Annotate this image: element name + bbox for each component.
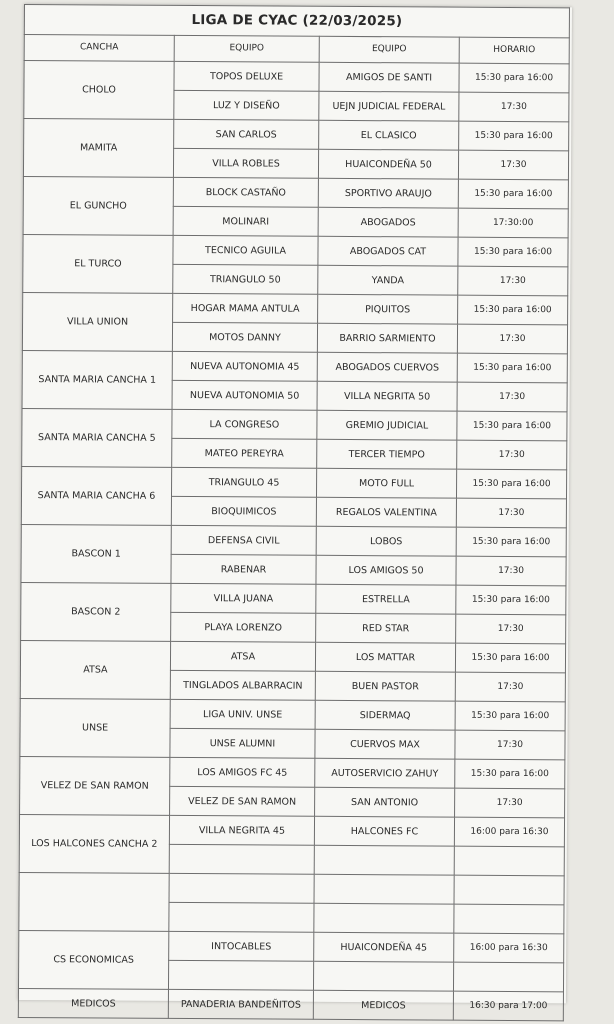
time-cell: 15:30 para 16:00: [457, 411, 567, 441]
match-row: [22, 408, 567, 440]
match-row: [18, 988, 563, 1020]
time-cell: 15:30 para 16:00: [456, 527, 566, 557]
away-team-cell: SAN ANTONIO: [315, 787, 455, 817]
time-cell: 17:30: [458, 150, 568, 180]
time-cell: 17:30: [457, 324, 567, 354]
home-team-cell: PLAYA LORENZO: [171, 612, 316, 642]
header-equipo-home: EQUIPO: [174, 35, 319, 62]
time-cell: 15:30 para 16:00: [456, 469, 566, 499]
cancha-cell: SANTA MARIA CANCHA 6: [21, 466, 171, 525]
away-team-cell: MEDICOS: [313, 990, 453, 1020]
match-row: [19, 872, 564, 904]
time-cell: 17:30: [455, 788, 565, 818]
time-cell: 17:30: [459, 92, 569, 122]
home-team-cell: TINGLADOS ALBARRACIN: [170, 670, 315, 700]
match-row: [21, 524, 566, 556]
time-cell: 17:30: [456, 556, 566, 586]
match-row: [24, 119, 569, 151]
cancha-cell: SANTA MARIA CANCHA 1: [22, 350, 172, 409]
cancha-cell: MAMITA: [23, 119, 173, 178]
time-cell: [453, 962, 563, 992]
match-row: [23, 292, 568, 324]
away-team-cell: YANDA: [318, 265, 458, 295]
away-team-cell: UEJN JUDICIAL FEDERAL: [319, 91, 459, 121]
home-team-cell: INTOCABLES: [169, 931, 314, 961]
home-team-cell: BIOQUIMICOS: [171, 496, 316, 526]
cancha-cell: CS ECONOMICAS: [18, 930, 168, 989]
away-team-cell: HUAICONDEÑA 45: [314, 932, 454, 962]
cancha-cell: BASCON 1: [21, 524, 171, 583]
home-team-cell: [169, 902, 314, 932]
away-team-cell: LOS AMIGOS 50: [316, 555, 456, 585]
away-team-cell: TERCER TIEMPO: [317, 439, 457, 469]
away-team-cell: EL CLASICO: [319, 120, 459, 150]
away-team-cell: AUTOSERVICIO ZAHUY: [315, 758, 455, 788]
away-team-cell: VILLA NEGRITA 50: [317, 381, 457, 411]
match-row: [20, 756, 565, 788]
time-cell: [454, 846, 564, 876]
match-row: [23, 234, 568, 266]
time-cell: 16:00 para 16:30: [454, 933, 564, 963]
away-team-cell: BUEN PASTOR: [315, 671, 455, 701]
header-equipo-away: EQUIPO: [319, 36, 459, 63]
cancha-cell: MEDICOS: [18, 988, 168, 1018]
time-cell: 15:30 para 16:00: [457, 353, 567, 383]
away-team-cell: ABOGADOS: [318, 207, 458, 237]
home-team-cell: LA CONGRESO: [172, 409, 317, 439]
away-team-cell: [314, 874, 454, 904]
home-team-cell: TRIANGULO 45: [171, 467, 316, 497]
away-team-cell: SPORTIVO ARAUJO: [318, 178, 458, 208]
match-row: [21, 582, 566, 614]
cancha-cell: CHOLO: [24, 61, 174, 120]
home-team-cell: BLOCK CASTAÑO: [173, 177, 318, 207]
away-team-cell: GREMIO JUDICIAL: [317, 410, 457, 440]
home-team-cell: VILLA ROBLES: [173, 148, 318, 178]
cancha-cell: [19, 872, 169, 931]
away-team-cell: REGALOS VALENTINA: [316, 497, 456, 527]
away-team-cell: ABOGADOS CUERVOS: [317, 352, 457, 382]
home-team-cell: DEFENSA CIVIL: [171, 525, 316, 555]
time-cell: 15:30 para 16:00: [458, 295, 568, 325]
home-team-cell: UNSE ALUMNI: [170, 728, 315, 758]
home-team-cell: VILLA NEGRITA 45: [169, 815, 314, 845]
away-team-cell: LOS MATTAR: [315, 642, 455, 672]
time-cell: 17:30: [456, 498, 566, 528]
cancha-cell: ATSA: [20, 640, 170, 699]
header-row: [24, 35, 569, 64]
away-team-cell: LOBOS: [316, 526, 456, 556]
home-team-cell: [169, 873, 314, 903]
time-cell: 17:30: [456, 614, 566, 644]
away-team-cell: MOTO FULL: [316, 468, 456, 498]
home-team-cell: [169, 844, 314, 874]
match-row: [22, 350, 567, 382]
title-row: [24, 5, 569, 38]
match-row: [19, 814, 564, 846]
time-cell: 16:00 para 16:30: [454, 817, 564, 847]
away-team-cell: [314, 903, 454, 933]
home-team-cell: LUZ Y DISEÑO: [174, 90, 319, 120]
time-cell: 17:30:00: [458, 208, 568, 238]
time-cell: 17:30: [457, 382, 567, 412]
match-row: [19, 930, 564, 962]
time-cell: [454, 904, 564, 934]
away-team-cell: [314, 845, 454, 875]
home-team-cell: HOGAR MAMA ANTULA: [173, 293, 318, 323]
home-team-cell: VILLA JUANA: [171, 583, 316, 613]
home-team-cell: LOS AMIGOS FC 45: [170, 757, 315, 787]
away-team-cell: HUAICONDEÑA 50: [318, 149, 458, 179]
home-team-cell: ATSA: [170, 641, 315, 671]
home-team-cell: MOTOS DANNY: [172, 322, 317, 352]
match-row: [23, 176, 568, 208]
time-cell: 16:30 para 17:00: [453, 991, 563, 1021]
time-cell: 15:30 para 16:00: [456, 585, 566, 615]
time-cell: 15:30 para 16:00: [458, 237, 568, 267]
home-team-cell: SAN CARLOS: [174, 119, 319, 149]
away-team-cell: HALCONES FC: [314, 816, 454, 846]
away-team-cell: SIDERMAQ: [315, 700, 455, 730]
home-team-cell: NUEVA AUTONOMIA 50: [172, 380, 317, 410]
fixture-body: [18, 5, 569, 1021]
time-cell: 15:30 para 16:00: [459, 63, 569, 93]
away-team-cell: ABOGADOS CAT: [318, 236, 458, 266]
away-team-cell: RED STAR: [316, 613, 456, 643]
home-team-cell: [168, 960, 313, 990]
match-row: [21, 466, 566, 498]
home-team-cell: TOPOS DELUXE: [174, 61, 319, 91]
match-row: [20, 640, 565, 672]
away-team-cell: CUERVOS MAX: [315, 729, 455, 759]
away-team-cell: PIQUITOS: [318, 294, 458, 324]
cancha-cell: VELEZ DE SAN RAMON: [20, 756, 170, 815]
home-team-cell: TECNICO AGUILA: [173, 235, 318, 265]
time-cell: 15:30 para 16:00: [455, 701, 565, 731]
time-cell: 15:30 para 16:00: [455, 759, 565, 789]
cancha-cell: LOS HALCONES CANCHA 2: [19, 814, 169, 873]
cancha-cell: SANTA MARIA CANCHA 5: [22, 408, 172, 467]
cancha-cell: EL TURCO: [23, 234, 173, 293]
home-team-cell: NUEVA AUTONOMIA 45: [172, 351, 317, 381]
time-cell: [454, 875, 564, 905]
fixture-sheet: [18, 4, 572, 1011]
away-team-cell: [313, 961, 453, 991]
time-cell: 17:30: [457, 440, 567, 470]
home-team-cell: RABENAR: [171, 554, 316, 584]
away-team-cell: AMIGOS DE SANTI: [319, 62, 459, 92]
home-team-cell: LIGA UNIV. UNSE: [170, 699, 315, 729]
time-cell: 15:30 para 16:00: [458, 179, 568, 209]
home-team-cell: VELEZ DE SAN RAMON: [170, 786, 315, 816]
header-horario: HORARIO: [459, 37, 569, 64]
cancha-cell: EL GUNCHO: [23, 176, 173, 235]
home-team-cell: PANADERIA BANDEÑITOS: [168, 989, 313, 1019]
match-row: [24, 61, 569, 93]
match-row: [20, 698, 565, 730]
time-cell: 15:30 para 16:00: [459, 121, 569, 151]
cancha-cell: BASCON 2: [21, 582, 171, 641]
header-cancha: CANCHA: [24, 35, 174, 62]
cancha-cell: UNSE: [20, 698, 170, 757]
home-team-cell: MOLINARI: [173, 206, 318, 236]
time-cell: 17:30: [458, 266, 568, 296]
time-cell: 15:30 para 16:00: [455, 643, 565, 673]
fixture-table: [18, 4, 570, 1021]
away-team-cell: ESTRELLA: [316, 584, 456, 614]
home-team-cell: MATEO PEREYRA: [172, 438, 317, 468]
cancha-cell: VILLA UNION: [22, 292, 172, 351]
away-team-cell: BARRIO SARMIENTO: [317, 323, 457, 353]
time-cell: 17:30: [455, 730, 565, 760]
home-team-cell: TRIANGULO 50: [173, 264, 318, 294]
time-cell: 17:30: [455, 672, 565, 702]
page-title: LIGA DE CYAC (22/03/2025): [24, 5, 569, 38]
